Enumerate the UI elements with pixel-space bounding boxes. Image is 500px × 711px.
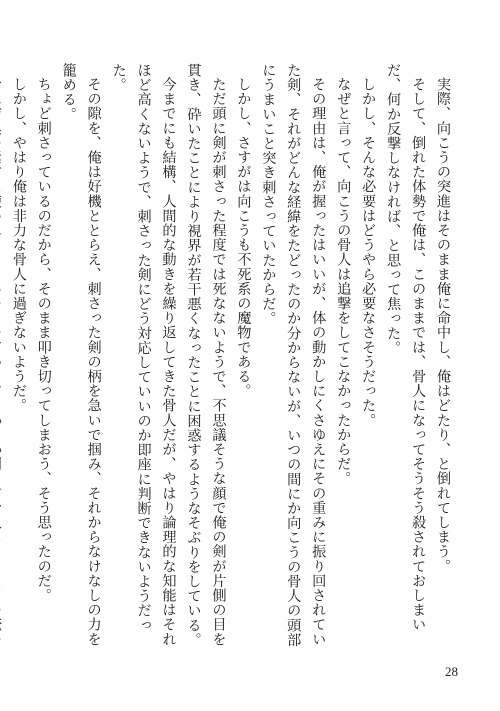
paragraph <box>0 63 6 653</box>
paragraph: しかし、さすがは向こうも不死系の魔物である。 <box>235 77 252 399</box>
paragraph: ちょど刺さっているのだから、そのまま叩き切ってしまおう、そう思ったのだ。 <box>35 77 52 603</box>
paragraph: そして、倒れた体勢で俺は、このままでは、骨人になってそうそう殺されておしまいだ、何か反撃しなければ、と思って焦った。 <box>385 63 427 632</box>
paragraph: ただ頭に剣が刺さった程度では死なないようで、不思議そうな顔で俺の剣が片側の目を貫き、砕いたことにより視界が若干悪くなったことに困惑するようなそぶりをしている。 <box>185 63 227 647</box>
paragraph: しかし、やはり俺は非力な骨人に過ぎないようだ。 <box>10 77 27 413</box>
paragraph: しかし、そんな必要はどうやら必要なさそうだった。 <box>360 77 377 428</box>
page-number: 28 <box>445 664 458 679</box>
vertical-text-body <box>10 63 455 653</box>
paragraph: 今までにも結構、人間的な動きを繰り返してきた骨人だが、やはり論理的な知能はそれほど高くないようで、刺さった剣にどう対応していいのか即座に判断できないようだった。 <box>110 63 177 647</box>
paragraph: なぜと言って、向こうの骨人は追撃をしてこなかったからだ。 <box>335 77 352 486</box>
paragraph: その隙を、俺は好機ととらえ、刺さった剣の柄を急いで掴み、それからなけなしの力を籠める。 <box>60 63 102 647</box>
paragraph: その理由は、俺が握ったはいいが、体の動かしにくさゆえにその重みに振り回されていた剣、それがどんな経緯をたどったのか分からないが、いつの間にか向こうの骨人の頭部にうまいこと突き刺さっていたからだ。 <box>260 63 327 647</box>
paragraph: 実際、向こうの突進はそのまま俺に命中し、俺はどたり、と倒れてしまう。 <box>435 77 451 574</box>
